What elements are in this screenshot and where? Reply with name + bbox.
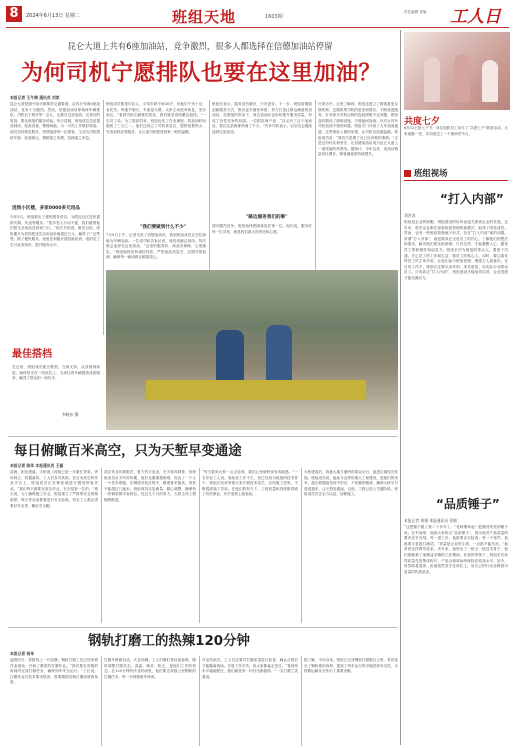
story3-column-4: 据了解，今年以来，班组已完成钢轨打磨数百公里，有效延长了钢轨使用寿命，提高了列车运行的平稳性和安全性，为铁路运输安全作出了重要贡献。 [304,658,398,674]
rule [101,468,102,623]
column2-body: “这把锤子跟了我二十多年了。”老师傅拿起一把磨得发亮的锤子说。在车间里，他被大家称为“品质锤子”，因为他对产品质量的要求近乎苛刻。每一道工序，他都要亲自检查；每一个零件，他都要反复敲打测试。“质量是企业的生命，一点都不能马虎。”他常常这样教导徒弟。多年来，他带出了一批又一批技术骨干，他们都继承了他精益求精的工匠精神。在他的带领下，班组多次获得质量先进集体称号，产品合格率始终保持在较高水平。如今，虽然即将退休，但他依然坚守在岗位上，用自己的行动诠释着对质量的执着追求。 [404,525,508,574]
rule [103,100,104,335]
lead-column-2: 班组成员都是年轻人，平均年龄不到30岁，但他们干劲十足，肯吃苦。每逢节假日，车流量大增，大家主动放弃休息，坚守岗位。“看到司机们满意的笑容，我们就觉得再累也值得。”一名员工说。为了提高效率，班组优化了作业流程，将加油时间缩短了三分之一。他们还设立了司机休息区，提供免费热水、充电和药品等服务，让长途司机感受到家一般的温暖。 [106,102,206,134]
section-icon [404,170,411,177]
sidebar-photo [404,32,510,110]
photo1-credit: 李晓东 摄 [62,412,79,417]
story2-byline: 本报记者 陈华 本报通讯员 王磊 [10,463,64,468]
column1-author: 刘洪涛 [404,213,416,218]
separator-line [8,627,398,628]
lead-column-1b: 今年5月，班组推出了便民服务项目，为附近社区居民提供代购、代送等服务。“很多老人行动不便，我们就帮他们把生活用品送到家门口。”班长介绍说。截至目前，班组累计为居民配送生活用品价值超过万元，赢得了广泛赞誉。除了便民服务，班组还积极开展技能培训，组织员工学习业务知识，提升服务水平。 [10,215,100,247]
masthead-rule [6,27,509,28]
photo-machine [146,380,366,400]
story3-column-3: 作业结束后，工人们还要对打磨质量进行检查，确认合格后才能撤离现场。尽管工作辛苦，但大家都毫无怨言。“看到列车平稳地驶过，我们就觉得一切付出都值得。”一名打磨工笑着说。 [202,658,298,679]
lead-column-4: 在采访中，记者了解到，班组还建立了顾客意见反馈机制，定期收集司机的意见和建议，不断改进服务。针对部分司机反映的夜间照明不足问题，班组及时增设了照明设施，方便夜间加油。针对大货车司机加油不便的问题，班组专门开辟了大车加油通道。这些细致入微的举措，让司机们倍感温暖。班组成员说：“我们只是做了自己应该做的事情。”正是这份朴实和坚守，让信德加油站成为昆仑大道上一道亮丽的风景线。据统计，今年以来，加油站销量同比增长，顾客满意度持续提升。 [318,102,398,157]
column1-title: “打入内部” [440,192,504,206]
sidebar-rule [400,30,401,745]
logo-text: 工人日 [450,7,501,27]
rule [199,468,200,623]
lead-column-2b: 7月9日上午，记者走进了信德加油站，看到班组成员正在忙碌地为车辆加油。一位老司机告诉记者，他经常跑这条线，每次都会选择在这里加油，“这里的服务好，油品有保障，心里踏实。”班组始终坚持诚信经营，严把油品质量关，定期开展检测，确保每一滴油都让顾客放心。 [106,233,206,260]
sub-heading-1: 送到小区楼，多家0000多元用品 [12,206,80,211]
photo1-caption: 在这里，班组成员配合默契，互相支持，从清晨到深夜，始终坚守在一线岗位上，为来往的车辆提供优质服务，赢得了群众的一致好评。 [12,365,100,381]
sub-heading-3: "路边服务我们的事" [246,215,288,220]
sidebar-section-title: 班组视场 [414,168,448,178]
story3-column-1: 凌晨时分，铁路线上一片寂静。钢轨打磨工们已经来到作业现场，开始了紧张的打磨作业。“我们要在有限的时间内完成打磨任务，确保列车安全运行。”工长说。打磨作业对技术要求很高，需要精准控制打磨深度和角度。 [10,658,98,685]
photo-person [482,60,498,102]
story2-column-4: 大桥建成后，将极大地方便两岸群众出行，促进区域经济发展。班组成员说，能参与这样的重大工程建设，是他们的荣幸。他们将继续发扬不怕苦、不怕累的精神，确保大桥早日建成通车，让天堑变通途。目前，工程已进入关键阶段，班组成员们正全力以赴，加紧施工。 [304,470,398,497]
date-line: 2024年6月13日 星期二 [26,13,80,19]
story2-column-2: 高空作业环境艰苦，夏天烈日炎炎，冬天寒风刺骨，但班组成员从不叫苦叫累。他们克服重重困难，攻克了一个又一个技术难题。在钢梁吊装过程中，精度要求极高，误差不能超过几毫米。班组成员反复测量、精心调整，确保每一块钢梁都安装到位。经过几个月的努力，大桥主体工程顺利推进。 [104,470,196,502]
sidebar-photo-caption: 6月13日是七夕节，单位组织员工举办了“共度七夕”联谊活动，大家欢聚一堂，共同度过了一个愉快的节日。 [404,126,508,136]
issue-code: 1603期 [265,14,283,20]
separator-line [8,436,398,437]
section-name: 班组天地 [172,8,237,26]
sidebar-photo-title: 共度七夕 [404,117,441,127]
rule [101,656,102,746]
lead-byline: 本报记者 王冬梅 通讯员 刘家 [10,95,60,100]
column1-body: 班组是企业的细胞，班组建设的好坏直接关系到企业的发展。近年来，很多企业都在探索班组管理的新模式，取得了明显成效。然而，也有一些班组管理流于形式，存在“打入内部”难的问题。所谓“打入内部”，就是要真正走进员工的内心，了解他们的想法和需求，解决他们的实际困难。只有这样，才能凝聚人心，激发员工的积极性和创造力。班组长作为班组的带头人，要善于沟通，关心员工的工作和生活，做员工的贴心人。同时，要注重发挥员工的主体作用，让他们参与班组管理，增强主人翁意识。在日常工作中，班组长还要以身作则，率先垂范，用实际行动带动员工。只有真正“打入内部”，班组建设才能取得实效，企业发展才能充满活力。 [404,220,508,280]
lead-photo [106,270,398,430]
story3-byline: 本报记者 杨华 [10,651,35,656]
column2-title: “品质锤子” [436,497,500,511]
rule [301,468,302,623]
lead-headline: 为何司机宁愿排队也要在这里加油？ [20,61,381,86]
story2-column-3: “每当看到大桥一点点延伸，我们心里就特别有成就感。”一名年轻工人说。他参加工作不久，但已经成为班组的技术骨干。班组长经常带领大家开展技术攻关，总结施工经验，不断提高施工效率。在他们的努力下，工程质量和进度都得到了有效保证，多次受到上级表扬。 [202,470,298,497]
photo-person [454,54,470,102]
sub-heading-2: "我们要做到什么不少" [140,225,187,230]
separator-line [404,180,508,181]
editor-line: 责任编辑 蔡敏 [404,10,427,14]
lead-column-3b: 面对激烈竞争，班组始终把顾客放在第一位。他们说，服务好每一位司机，就是我们最大的责任和心愿。 [212,224,312,234]
page-number-badge: 8 [6,6,22,22]
story2-headline: 每日俯瞰百米高空，只为天堑早变通途 [14,444,242,459]
lead-column-3: 班组长表示，服务没有最好，只有更好。下一步，班组将继续创新服务方式，推出更多便民举措，努力打造让群众满意的加油站。在班组的带动下，周边加油站也纷纷提升服务质量，形成了良性竞争的局面。一位附近商户说：“自从有了这个加油站，我们这条街都热闹了不少。”许多司机表示，以后还会继续选择这里加油。 [212,102,312,134]
story3-column-2: 打磨车缓缓启动，火花四溅。工人们紧盯着设备参数，随时调整打磨状态。高温、噪音、粉尘，是他们工作的常态。在120分钟的作业时间里，他们要完成数公里钢轨的打磨任务，每一分钟都格外珍贵。 [104,658,196,679]
lead-kicker: 昆仑大道上共有6座加油站，竞争激烈，很多人都选择在信德加油站停留 [67,41,333,51]
lead-column-1: 昆仑大道是德令哈市重要的交通要道，沿线分布着6座加油站，竞争十分激烈。然而，信德加油站却始终车辆排队，司机们宁愿多等一会儿，也要在这里加油。这背后的原因，要从班组的服务说起。每天清晨，班组成员总是提前到岗，检查设备、整理场地，为一天的工作做好准备。他们坚持微笑服务，热情接待每一位顾客，主动为司机擦拭车窗、检查胎压，想顾客之所想，急顾客之所急。 [10,102,100,140]
rule [301,656,302,746]
story3-headline: 钢轨打磨工的热辣120分钟 [88,634,250,649]
column2-author: 本报记者 周强 本报通讯员 张敏 [404,518,457,523]
photo-person [424,57,440,102]
photo1-title: 最佳搭档 [12,349,52,360]
story2-column-1: 清晨，阳光洒落，大桥施工现场已是一片繁忙景象。塔吊林立，机器轰鸣，工人们各司其职。在百米高空的作业平台上，班组成员正在紧张地进行钢梁拼装作业。“我们每天都要在高空作业，安全是第一位的。”班长说。为了确保施工安全，班组建立了严格的安全管理制度，每天作业前都要进行安全检查，每名工人都必须系好安全带、戴好安全帽。 [10,470,98,508]
rule [199,656,200,746]
